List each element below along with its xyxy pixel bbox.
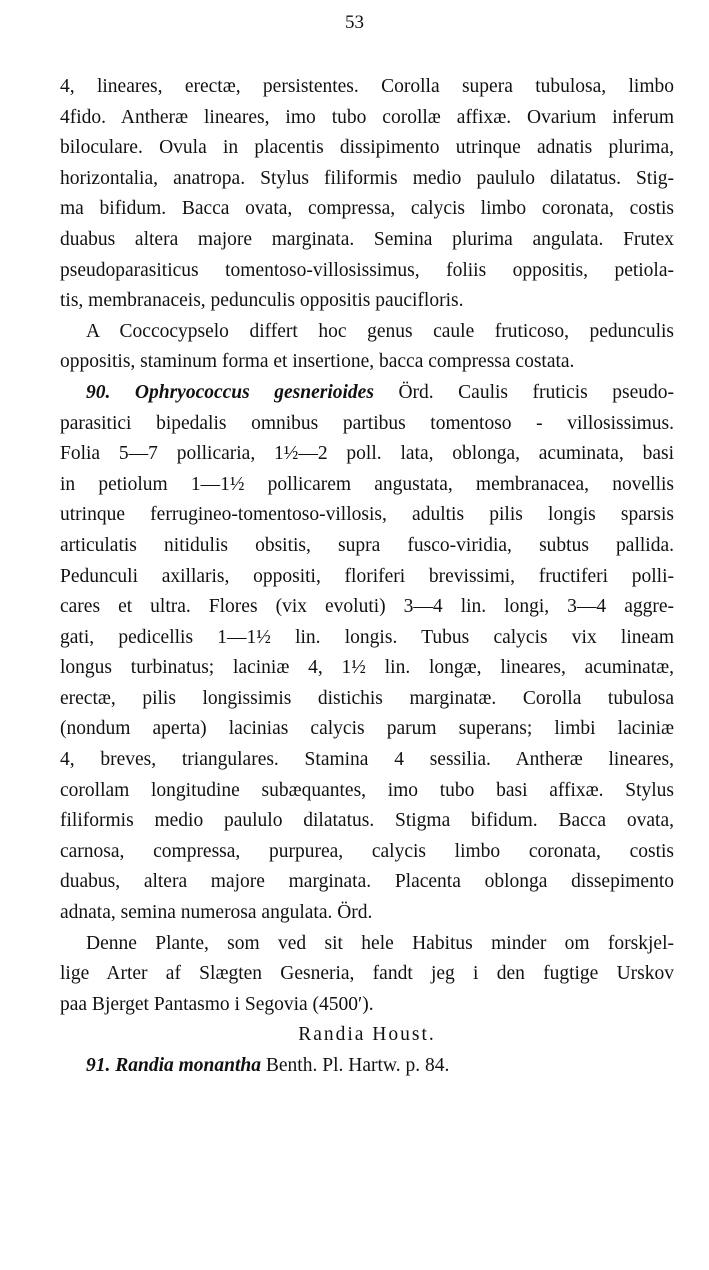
text-line: filiformis medio paululo dilatatus. Stigma bifidum. Bacca ovata,: [60, 810, 674, 832]
text-line: pseudoparasiticus tomentoso-villosissimus, foliis oppositis, petiola-: [60, 259, 674, 281]
species-91-heading: [60, 1051, 674, 1082]
text-line: 4fido. Antheræ lineares, imo tubo corollæ affixæ. Ovarium inferum: [60, 106, 674, 128]
species-90-heading: [60, 378, 674, 409]
text-line: A Coccocypselo differt hoc genus caule fruticoso, pedunculis: [86, 320, 674, 342]
text-line: gati, pedicellis 1—1½ lin. longis. Tubus calycis vix lineam: [60, 626, 674, 648]
species-author: Örd. Caulis fruticis pseudo-: [398, 381, 674, 403]
text-line: biloculare. Ovula in placentis dissipimento utrinque adnatis plurima,: [60, 137, 674, 159]
text-block: [60, 72, 674, 1082]
text-line: carnosa, compressa, purpurea, calycis limbo coronata, costis: [60, 840, 674, 862]
text-line: in petiolum 1—1½ pollicarem angustata, membranacea, novellis: [60, 473, 674, 495]
species-name: Randia monantha: [115, 1055, 262, 1076]
text-line: paa Bjerget Pantasmo i Segovia (4500′).: [60, 993, 374, 1015]
text-line: erectæ, pilis longissimis distichis marginatæ. Corolla tubulosa: [60, 687, 674, 709]
page-number: 53: [345, 12, 364, 33]
text-line: (nondum aperta) lacinias calycis parum superans; limbi laciniæ: [60, 718, 674, 740]
text-line: cares et ultra. Flores (vix evoluti) 3—4 lin. longi, 3—4 aggre-: [60, 596, 674, 618]
text-line: longus turbinatus; laciniæ 4, 1½ lin. longæ, lineares, acuminatæ,: [60, 657, 674, 679]
species-number: 91.: [86, 1055, 111, 1076]
text-line: horizontalia, anatropa. Stylus filiformis medio paululo dilatatus. Stig-: [60, 167, 674, 189]
text-line: 4, lineares, erectæ, persistentes. Corolla supera tubulosa, limbo: [60, 76, 674, 97]
species-number: 90.: [86, 381, 111, 403]
text-line: duabus altera majore marginata. Semina plurima angulata. Frutex: [60, 228, 674, 250]
text-line: ma bifidum. Bacca ovata, compressa, calycis limbo coronata, costis: [60, 198, 674, 220]
species-citation: Benth. Pl. Hartw. p. 84.: [265, 1055, 450, 1076]
genus-heading: Randia Houst.: [298, 1024, 436, 1046]
text-line: oppositis, staminum forma et insertione, bacca compressa costata.: [60, 351, 575, 373]
text-line: articulatis nitidulis obsitis, supra fusco-viridia, subtus pallida.: [60, 534, 674, 556]
text-line: Pedunculi axillaris, oppositi, floriferi brevissimi, fructiferi polli-: [60, 565, 674, 587]
text-line: parasitici bipedalis omnibus partibus tomentoso - villosissimus.: [60, 412, 674, 434]
text-line: lige Arter af Slægten Gesneria, fandt jeg i den fugtige Urskov: [60, 963, 674, 985]
text-line: 4, breves, triangulares. Stamina 4 sessilia. Antheræ lineares,: [60, 749, 674, 771]
text-line: duabus, altera majore marginata. Placenta oblonga dissepimento: [60, 871, 674, 893]
text-line: corollam longitudine subæquantes, imo tubo basi affixæ. Stylus: [60, 779, 674, 801]
text-line: tis, membranaceis, pedunculis oppositis paucifloris.: [60, 290, 464, 312]
text-line: utrinque ferrugineo-tomentoso-villosis, adultis pilis longis sparsis: [60, 504, 674, 526]
species-name: Ophryococcus gesnerioides: [134, 381, 374, 403]
text-line: Folia 5—7 pollicaria, 1½—2 poll. lata, oblonga, acuminata, basi: [60, 443, 674, 465]
text-line: adnata, semina numerosa angulata. Örd.: [60, 902, 373, 924]
text-line: Denne Plante, som ved sit hele Habitus minder om forskjel-: [86, 932, 674, 954]
